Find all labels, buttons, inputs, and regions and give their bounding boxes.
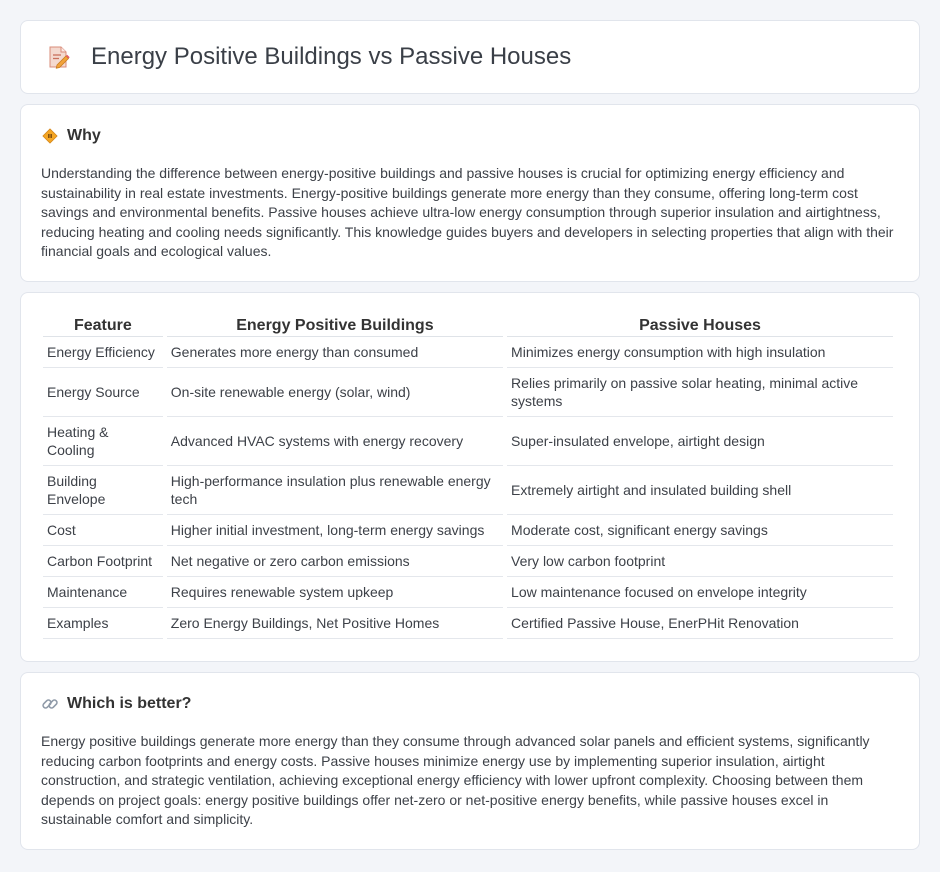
table-cell: Energy Efficiency (43, 337, 163, 368)
table-cell: Building Envelope (43, 466, 163, 515)
link-icon (41, 695, 59, 713)
table-cell: High-performance insulation plus renewable energy tech (167, 466, 503, 515)
table-cell: Very low carbon footprint (507, 546, 893, 577)
table-header-row (43, 315, 893, 337)
page-title: Energy Positive Buildings vs Passive Houses (91, 43, 572, 70)
table-cell: Super-insulated envelope, airtight design (507, 417, 893, 466)
comparison-table-card (20, 292, 920, 662)
why-text: Understanding the difference between energy-positive buildings and passive houses is crucial for optimizing energy efficiency and sustainability in real estate investments. Energy-positive buildings generate more energy than they consume, offering long-term cost savings and environmental benefits. Passive houses achieve ultra-low energy consumption through superior insulation and airtightness, reducing heating and cooling needs significantly. This knowledge guides buyers and developers in selecting properties that align with their financial goals and ecological values. (41, 165, 894, 259)
better-header (41, 695, 899, 713)
table-row (43, 337, 893, 368)
which-is-better-section (20, 672, 920, 850)
table-cell: Moderate cost, significant energy savings (507, 515, 893, 546)
why-header (41, 127, 899, 145)
table-cell: Low maintenance focused on envelope integrity (507, 577, 893, 608)
table-cell: Higher initial investment, long-term energy savings (167, 515, 503, 546)
table-cell: Energy Source (43, 368, 163, 417)
table-cell: Extremely airtight and insulated building shell (507, 466, 893, 515)
table-row (43, 417, 893, 466)
table-cell: Heating & Cooling (43, 417, 163, 466)
document-pencil-icon (45, 44, 71, 70)
table-row (43, 368, 893, 417)
table-cell: Net negative or zero carbon emissions (167, 546, 503, 577)
table-row (43, 608, 893, 639)
table-cell: Minimizes energy consumption with high insulation (507, 337, 893, 368)
table-row (43, 546, 893, 577)
table-row (43, 577, 893, 608)
table-cell: On-site renewable energy (solar, wind) (167, 368, 503, 417)
table-cell: Examples (43, 608, 163, 639)
table-cell: Requires renewable system upkeep (167, 577, 503, 608)
comparison-table (39, 315, 897, 639)
diamond-sign-icon (41, 127, 59, 145)
table-cell: Zero Energy Buildings, Net Positive Homes (167, 608, 503, 639)
table-row (43, 515, 893, 546)
table-cell: Advanced HVAC systems with energy recovery (167, 417, 503, 466)
table-cell: Cost (43, 515, 163, 546)
column-header-feature: Feature (43, 315, 163, 337)
why-section (20, 104, 920, 282)
table-cell: Generates more energy than consumed (167, 337, 503, 368)
table-cell: Maintenance (43, 577, 163, 608)
column-header-energy-positive: Energy Positive Buildings (167, 315, 503, 337)
better-heading: Which is better? (67, 695, 192, 712)
column-header-passive-houses: Passive Houses (507, 315, 893, 337)
table-row (43, 466, 893, 515)
title-card (20, 20, 920, 94)
table-cell: Carbon Footprint (43, 546, 163, 577)
why-heading: Why (67, 127, 101, 144)
table-cell: Certified Passive House, EnerPHit Renovation (507, 608, 893, 639)
better-text: Energy positive buildings generate more energy than they consume through advanced solar panels and efficient systems, significantly reducing carbon footprints and energy costs. Passive houses minimize energy use by implementing superior insulation, airtight construction, and strategic ventilation, achieving exceptional energy efficiency with lower upfront complexity. Choosing between them depends on project goals: energy positive buildings offer net-zero or net-positive energy benefits, while passive houses excel in sustainable comfort and simplicity. (41, 733, 870, 827)
table-cell: Relies primarily on passive solar heating, minimal active systems (507, 368, 893, 417)
